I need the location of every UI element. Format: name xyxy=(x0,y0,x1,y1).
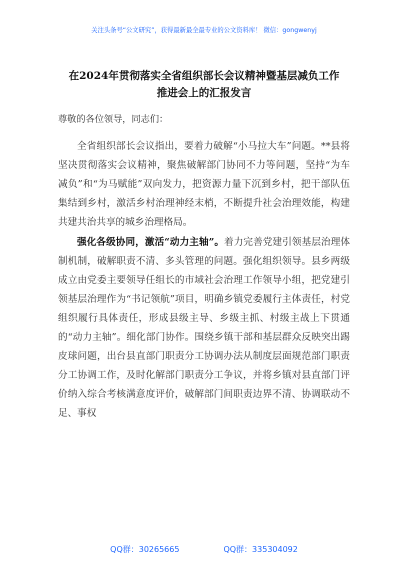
title-line-2: 推进会上的汇报发言 xyxy=(156,87,252,99)
paragraph-1: 全省组织部长会议指出，要着力破解“小马拉大车”问题。**县将坚决贯彻落实会议精神，聚焦破解部门协同不力等问题，坚持“为车减负”和“为马赋能”双向发力，把资源力量下沉到乡村，把干部队伍集结到乡村，激活乡村治理神经末梢，不断提升社会治理效能，构建共建共治共享的城乡治理格局。 xyxy=(58,141,350,228)
footer-qq-group-1: QQ群：30265665 xyxy=(110,545,180,554)
paragraph-2-text: 着力完善党建引领基层治理体制机制，破解职责不清、多头管理的问题。强化组织领导。县乡两级成立由党委主要领导任组长的市域社会治理工作领导小组，把党建引领基层治理作为“书记领航”项目，明确乡镇党委履行主体责任，村党组织履行具体责任，形成县级主导、乡级主抓、村级主战上下贯通的“动力主轴”。细化部门协作。围绕乡镇干部和基层群众反映突出踢皮球问题，出台县直部门职责分工协调办法从制度层面规范部门职责分工协调工作，及时化解部门职责分工争议，并将乡镇对县直部门评价纳入综合考核满意度评价，破解部门间职责边界不清、协调联动不足、事权 xyxy=(58,237,351,419)
header-banner: 关注头条号“公文研究”，获得最新最全最专业的公文资料库！ 微信：gongwenyj xyxy=(91,27,317,34)
paragraph-2 xyxy=(58,233,350,423)
footer-contacts xyxy=(0,544,408,556)
document-title-line-2 xyxy=(58,85,350,101)
paragraph-2-heading: 强化各级协同，激活“动力主轴”。 xyxy=(77,237,225,248)
title-line-1: 在2024年贯彻落实全省组织部长会议精神暨基层减负工作 xyxy=(68,70,340,82)
footer-qq-group-2: QQ群：335304092 xyxy=(223,545,298,554)
salutation: 尊敬的各位领导，同志们： xyxy=(58,114,169,125)
document-title xyxy=(58,68,350,84)
document-body xyxy=(58,68,350,423)
